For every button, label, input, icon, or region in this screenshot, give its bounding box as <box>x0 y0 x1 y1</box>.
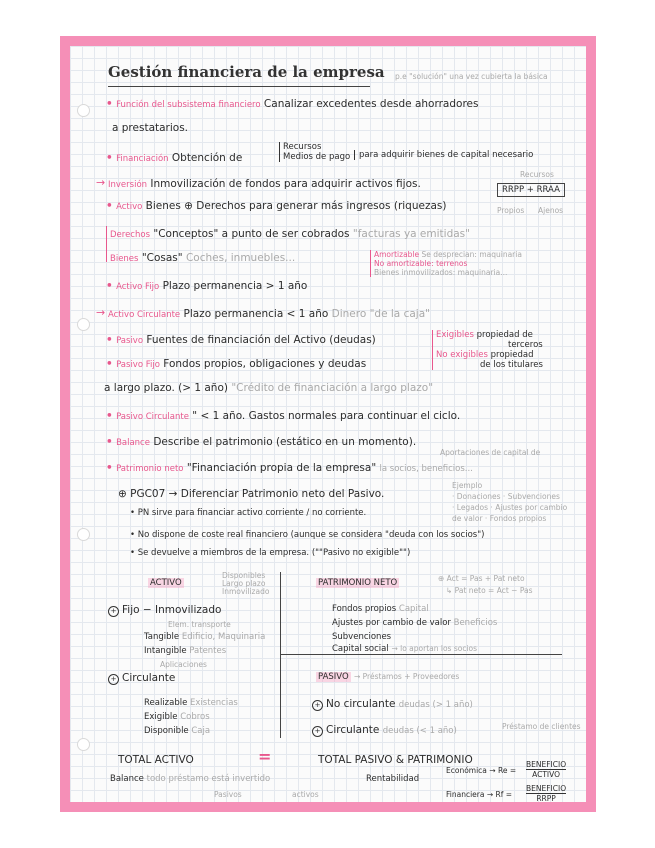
circulante-label: Circulante <box>122 672 176 684</box>
bienes-note: Coches, inmuebles... <box>185 252 296 264</box>
patrimonio-label: Patrimonio neto <box>116 464 184 474</box>
patrimonio-text: "Financiación propia de la empresa" <box>186 462 377 474</box>
economica-label: Económica → Re = <box>446 766 517 775</box>
amortizable-label: Amortizable <box>374 250 420 259</box>
line-patrimonio: • Patrimonio neto "Financiación propia de la empresa" la socios, beneficios... <box>106 462 473 474</box>
no-circulante-line: + No circulante deudas (> 1 año) <box>312 698 473 711</box>
financiera-numerator: BENEFICIO <box>526 784 567 793</box>
pasivo-fijo-label: Pasivo Fijo <box>116 360 160 370</box>
exigible-note: Cobros <box>180 712 210 722</box>
pasivo-text: Fuentes de financiación del Activo (deudas) <box>146 334 376 346</box>
exigibles-list <box>432 330 543 370</box>
ajustes-line <box>332 618 497 628</box>
line-activo-fijo: • Activo Fijo Plazo permanencia > 1 año <box>106 280 308 292</box>
activo-side-2: Largo plazo <box>222 579 266 588</box>
no-amortizable: No amortizable: terrenos <box>374 259 468 268</box>
economica-denominator: ACTIVO <box>532 770 561 779</box>
capital-note: → lo aportan los socios <box>391 644 478 653</box>
tangible-line <box>144 632 265 642</box>
line-pasivo-fijo-2 <box>104 382 433 395</box>
line-financiacion: • Financiación Obtención de <box>106 152 243 164</box>
derechos-label: Derechos <box>110 230 151 240</box>
line-balance: • Balance Describe el patrimonio (estático en un momento). <box>106 436 417 448</box>
tangible-label: Tangible <box>144 632 180 642</box>
balance-label: Balance <box>116 438 150 448</box>
pgc-bullet-1: • PN sirve para financiar activo corriente / no corriente. <box>130 508 367 518</box>
line-derechos <box>110 228 470 241</box>
exigibles-note: propiedad de <box>476 330 533 340</box>
no-exigibles-note-2: de los titulares <box>480 360 543 370</box>
exigibles-note-2: terceros <box>508 340 543 350</box>
financiera-denominator: RRPP <box>536 794 556 803</box>
activo-text: Bienes ⊕ Derechos para generar más ingresos (riquezas) <box>145 200 447 212</box>
bienes-label: Bienes <box>110 254 139 264</box>
intangible-note: Patentes <box>189 646 227 656</box>
line-inversion <box>108 178 421 191</box>
balance-footer-line <box>110 774 270 784</box>
financiera-line <box>446 790 512 799</box>
financiacion-text-1: Obtención de <box>171 152 243 164</box>
ejemplo-label: Ejemplo <box>452 481 483 490</box>
total-activo: TOTAL ACTIVO <box>118 754 194 766</box>
patrimonio-header: PATRIMONIO NETO <box>318 578 398 588</box>
realizable-note: Existencias <box>190 698 238 708</box>
no-exigibles-note: propiedad <box>490 350 534 360</box>
binder-hole <box>77 318 90 331</box>
pasivo-circ-text: " < 1 año. Gastos normales para continuar el ciclo. <box>192 410 461 422</box>
line-pasivo-fijo: • Pasivo Fijo Fondos propios, obligaciones y deudas <box>106 358 367 370</box>
amortizable-note: Se desprecian: maquinaria <box>421 250 522 259</box>
arrow-icon: → <box>96 176 106 189</box>
intangible-note-2: Aplicaciones <box>160 660 207 669</box>
economica-line <box>446 766 516 775</box>
realizable-line <box>144 698 238 708</box>
activo-side-3: Inmovilizado <box>222 587 270 596</box>
capital-label: Capital social <box>332 644 389 654</box>
ajustes-label: Ajustes por cambio de valor <box>332 618 451 628</box>
fijo-label: Fijo − Inmovilizado <box>122 604 222 616</box>
exigible-line <box>144 712 210 722</box>
activo-label: Activo <box>116 202 143 212</box>
balance-text: Describe el patrimonio (estático en un momento). <box>153 436 417 448</box>
circulante2-line: + Circulante deudas (< 1 año) <box>312 724 457 737</box>
ejemplo-list <box>452 480 567 524</box>
fondos-note: Capital <box>398 604 429 614</box>
pasivo-header: PASIVO <box>318 672 349 682</box>
economica-fraction <box>526 760 566 779</box>
propios-label: Propios <box>497 206 525 215</box>
inversion-text: Inmovilización de fondos para adquirir activos fijos. <box>150 178 421 190</box>
title-underline <box>108 86 370 87</box>
activo-circ-label: Activo Circulante <box>108 310 181 320</box>
pgc-bullet-3-text: Se devuelve a miembros de la empresa. (""Pasivo no exigible"") <box>137 548 411 558</box>
no-exigibles-label: No exigibles <box>436 350 488 360</box>
equation-1: ⊕ Act = Pas + Pat neto <box>438 574 525 583</box>
ejemplo-1: · Donaciones · Subvenciones <box>452 492 560 501</box>
disponible-line <box>144 726 210 736</box>
disponible-note: Caja <box>191 726 211 736</box>
pasivo-header-note: → Préstamos + Proveedores <box>354 672 460 681</box>
funcion-label: Función del subsistema financiero <box>116 100 261 110</box>
activo-fijo-label: Activo Fijo <box>116 282 160 292</box>
fijo-note: Elem. transporte <box>168 620 231 629</box>
realizable-label: Realizable <box>144 698 188 708</box>
line-activo-circulante <box>108 308 430 321</box>
pasivo-fijo-note: "Crédito de financiación a largo plazo" <box>231 382 434 394</box>
bienes-inmovilizados: Bienes inmovilizados: maquinaria... <box>374 268 508 277</box>
pasivos-label: Pasivos <box>214 790 242 799</box>
pgc-bullet-2-text: No dispone de coste real financiero (aunque se considera "deuda con los socios") <box>137 530 485 540</box>
pasivo-fijo-text: Fondos propios, obligaciones y deudas <box>163 358 367 370</box>
pasivo-header-line <box>316 670 459 683</box>
financiacion-brace-1: Recursos <box>283 142 322 152</box>
title-note: p.e "solución" una vez cubierta la básica <box>395 72 548 81</box>
circulante2-label: Circulante <box>326 724 380 736</box>
binder-hole <box>77 528 90 541</box>
financiera-fraction <box>526 784 566 803</box>
activo-header: ACTIVO <box>150 578 182 588</box>
recursos-label: Recursos <box>520 170 554 179</box>
table-horizontal-divider <box>280 654 562 655</box>
total-pasivo: TOTAL PASIVO & PATRIMONIO <box>318 754 473 766</box>
circulante-line: + Circulante <box>108 672 175 685</box>
balance-footer-label: Balance <box>110 774 144 784</box>
financiacion-brace-2: Medios de pago <box>283 152 351 162</box>
pasivo-circ-label: Pasivo Circulante <box>116 412 189 422</box>
exigibles-label: Exigibles <box>436 330 474 340</box>
pgc-text: ⊕ PGC07 → Diferenciar Patrimonio neto del Pasivo. <box>118 488 385 500</box>
circulante2-note: deudas (< 1 año) <box>382 726 457 736</box>
balance-footer-text: todo préstamo está invertido <box>146 774 271 784</box>
financiera-label: Financiera → Rf = <box>446 790 513 799</box>
line-funcion: • Función del subsistema financiero Canalizar excedentes desde ahorradores <box>106 98 479 110</box>
financiacion-text-2: para adquirir bienes de capital necesario <box>354 150 533 160</box>
line-bienes <box>110 252 295 265</box>
funcion-text-2: a prestatarios. <box>112 122 189 134</box>
no-circulante-label: No circulante <box>326 698 396 710</box>
circulante2-note-2: Préstamo de clientes <box>502 722 581 731</box>
patrimonio-note: la socios, beneficios... <box>379 464 473 474</box>
table-vertical-divider <box>280 572 281 738</box>
activo-circ-note: Dinero "de la caja" <box>331 308 430 320</box>
economica-numerator: BENEFICIO <box>526 760 567 769</box>
capital-line <box>332 644 477 654</box>
subvenciones-label: Subvenciones <box>332 632 392 642</box>
equals-sign: = <box>258 747 272 766</box>
ajenos-label: Ajenos <box>538 206 564 215</box>
activo-fijo-text: Plazo permanencia > 1 año <box>162 280 308 292</box>
rentabilidad-label: Rentabilidad <box>366 774 420 784</box>
line-pasivo-circulante: • Pasivo Circulante " < 1 año. Gastos normales para continuar el ciclo. <box>106 410 461 422</box>
arrow-icon: → <box>96 306 106 319</box>
line-pasivo: • Pasivo Fuentes de financiación del Activo (deudas) <box>106 334 376 346</box>
fijo-line: + Fijo − Inmovilizado <box>108 604 221 617</box>
activo-circ-text: Plazo permanencia < 1 año <box>183 308 329 320</box>
activo-side-1: Disponibles <box>222 571 266 580</box>
line-activo: • Activo Bienes ⊕ Derechos para generar más ingresos (riquezas) <box>106 200 447 212</box>
ejemplo-3: de valor · Fondos propios <box>452 514 547 523</box>
derechos-text: "Conceptos" a punto de ser cobrados <box>153 228 350 240</box>
financiacion-label: Financiación <box>116 154 169 164</box>
pasivo-fijo-text-2: a largo plazo. (> 1 año) <box>104 382 228 394</box>
pasivo-label: Pasivo <box>116 336 144 346</box>
intangible-label: Intangible <box>144 646 187 656</box>
pgc-bullet-2: • No dispone de coste real financiero (aunque se considera "deuda con los socios") <box>130 530 485 540</box>
activos-label: activos <box>292 790 319 799</box>
pgc-bullet-3: • Se devuelve a miembros de la empresa. (""Pasivo no exigible"") <box>130 548 411 558</box>
derechos-note: "facturas ya emitidas" <box>352 228 470 240</box>
binder-hole <box>77 738 90 751</box>
equation-2: ↳ Pat neto = Act − Pas <box>446 586 533 595</box>
bienes-text: "Cosas" <box>141 252 183 264</box>
financiacion-brace <box>279 142 350 162</box>
intangible-line <box>144 646 226 656</box>
ajustes-note: Beneficios <box>453 618 498 628</box>
exigible-label: Exigible <box>144 712 178 722</box>
patrimonio-note-top: Aportaciones de capital de <box>440 448 541 457</box>
amortizable-list <box>370 250 522 277</box>
page-title: Gestión financiera de la empresa <box>108 63 385 81</box>
ejemplo-2: · Legados · Ajustes por cambio <box>452 503 568 512</box>
bracket-line <box>106 226 107 262</box>
activo-side-notes <box>222 572 269 596</box>
fondos-line <box>332 604 429 614</box>
binder-hole <box>77 104 90 117</box>
rrpp-box: RRPP + RRAA <box>497 183 565 197</box>
funcion-text: Canalizar excedentes desde ahorradores <box>263 98 479 110</box>
no-circulante-note: deudas (> 1 año) <box>398 700 473 710</box>
tangible-note: Edificio, Maquinaria <box>181 632 266 642</box>
inversion-label: Inversión <box>108 180 148 190</box>
pgc-bullet-1-text: PN sirve para financiar activo corriente / no corriente. <box>137 508 367 518</box>
disponible-label: Disponible <box>144 726 189 736</box>
fondos-label: Fondos propios <box>332 604 397 614</box>
